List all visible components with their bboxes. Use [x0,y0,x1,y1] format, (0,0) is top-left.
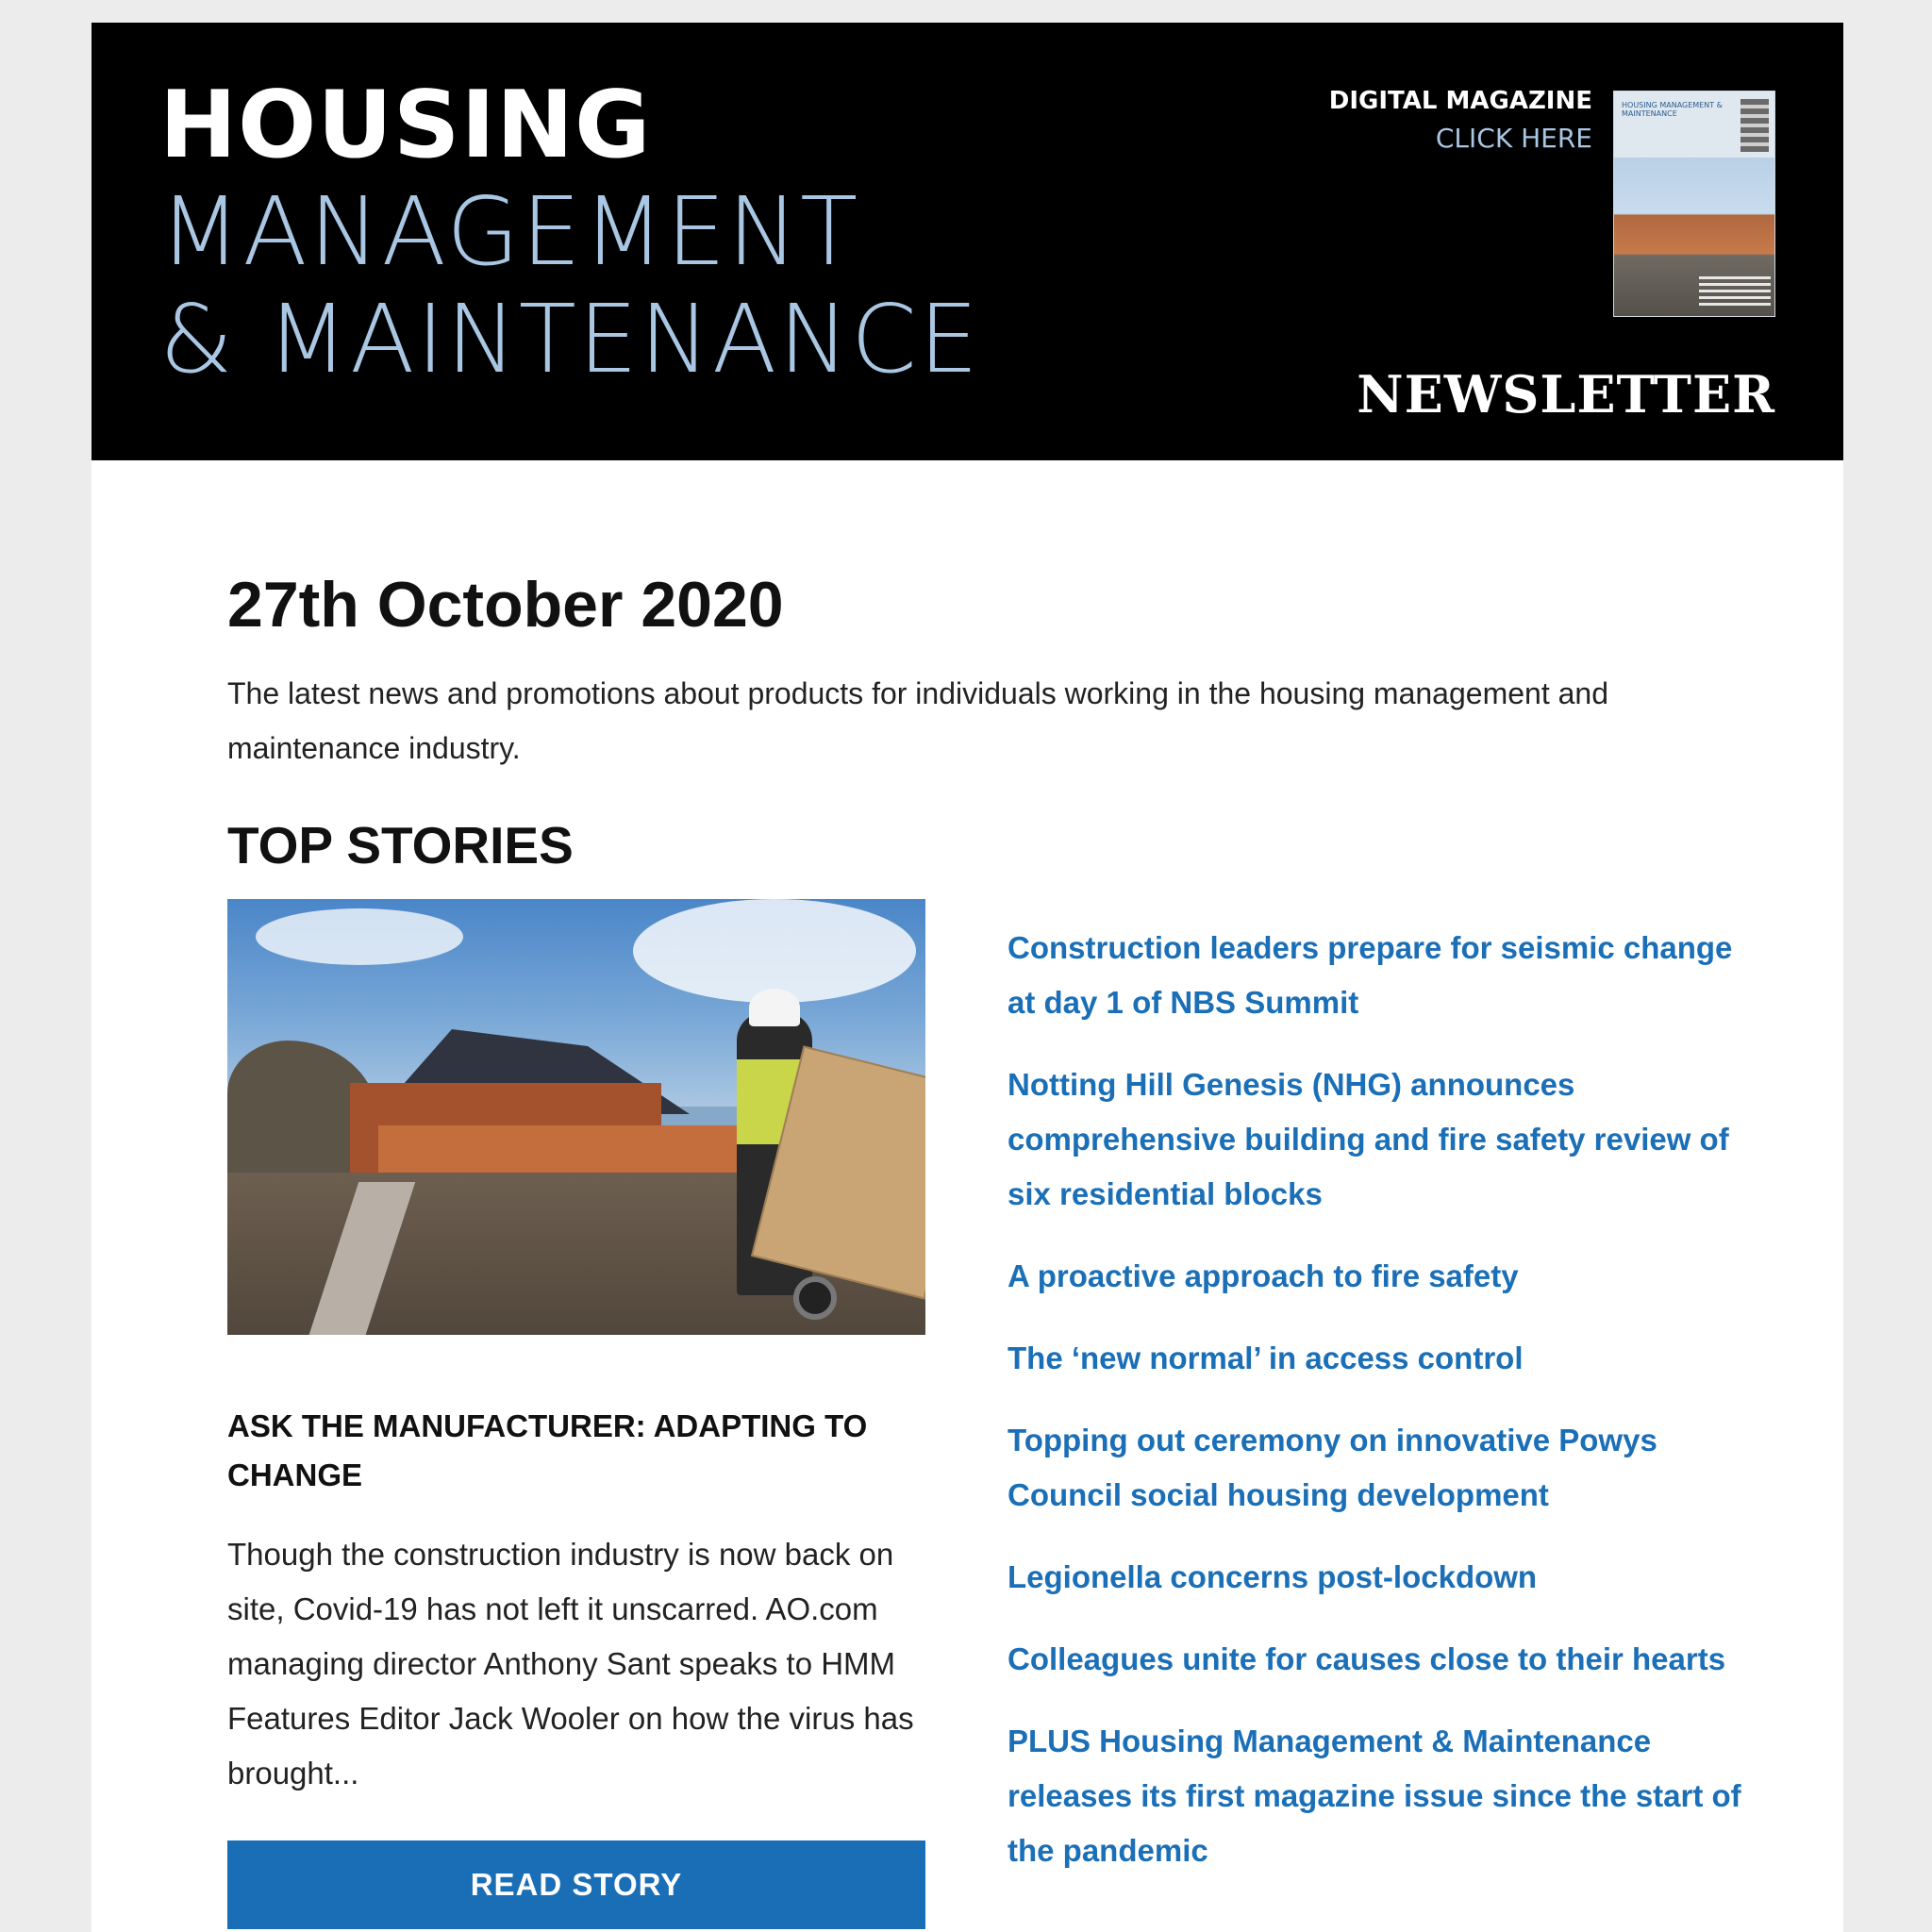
image-hard-hat [749,989,800,1026]
list-item [1008,1714,1753,1878]
logo-line-management: MANAGEMENT [159,176,860,287]
list-item [1008,921,1753,1030]
feature-story-excerpt: Though the construction industry is now back on site, Covid-19 has not left it unscarred. AO.com managing director Anthony Sant speaks to HMM Features Editor Jack Wooler on how the virus has brought... [227,1537,914,1790]
hmm-logo[interactable] [159,72,981,394]
image-cloud [256,908,463,965]
issue-date: 27th October 2020 [227,569,784,641]
logo-line-maintenance: & MAINTENANCE [159,284,981,394]
list-item [1008,1632,1753,1687]
newsletter-label: NEWSLETTER [1357,364,1775,425]
story-link[interactable]: The ‘new normal’ in access control [1008,1341,1524,1375]
top-stories-heading: TOP STORIES [227,816,574,874]
feature-story-image[interactable] [227,899,925,1335]
feature-story-headline[interactable]: ASK THE MANUFACTURER: ADAPTING TO CHANGE [227,1408,868,1492]
image-cloud [633,899,916,1003]
digital-magazine-link[interactable]: CLICK HERE [1435,123,1592,154]
magazine-cover-title: HOUSING MANAGEMENT & MAINTENANCE [1622,101,1723,118]
list-item [1008,1413,1753,1523]
story-link[interactable]: Legionella concerns post-lockdown [1008,1559,1538,1594]
story-link[interactable]: PLUS Housing Management & Maintenance releases its first magazine issue since the start of the pandemic [1008,1724,1741,1868]
newsletter [92,23,1843,1932]
story-link[interactable]: Topping out ceremony on innovative Powys Council social housing development [1008,1423,1657,1512]
logo-line-housing: HOUSING [159,72,652,179]
list-item [1008,1331,1753,1386]
story-link[interactable]: Construction leaders prepare for seismic change at day 1 of NBS Summit [1008,930,1733,1020]
list-item [1008,1249,1753,1304]
read-story-button[interactable]: READ STORY [227,1840,925,1929]
top-stories-list [1008,921,1753,1906]
story-link[interactable]: Notting Hill Genesis (NHG) announces comprehensive building and fire safety review of six residential blocks [1008,1067,1729,1211]
story-link[interactable]: A proactive approach to fire safety [1008,1258,1519,1293]
story-link[interactable]: Colleagues unite for causes close to their hearts [1008,1641,1726,1676]
magazine-cover-image[interactable] [1613,91,1775,317]
newsletter-header [92,23,1843,460]
digital-magazine-title: DIGITAL MAGAZINE [1328,87,1592,115]
magazine-cover-thumbnails [1740,99,1769,152]
list-item [1008,1550,1753,1605]
image-trolley-wheel [793,1276,837,1320]
list-item [1008,1058,1753,1222]
digital-magazine-promo [1329,87,1592,154]
intro-text: The latest news and promotions about products for individuals working in the housing management and maintenance industry. [227,676,1608,765]
magazine-cover-caption [1699,276,1771,308]
